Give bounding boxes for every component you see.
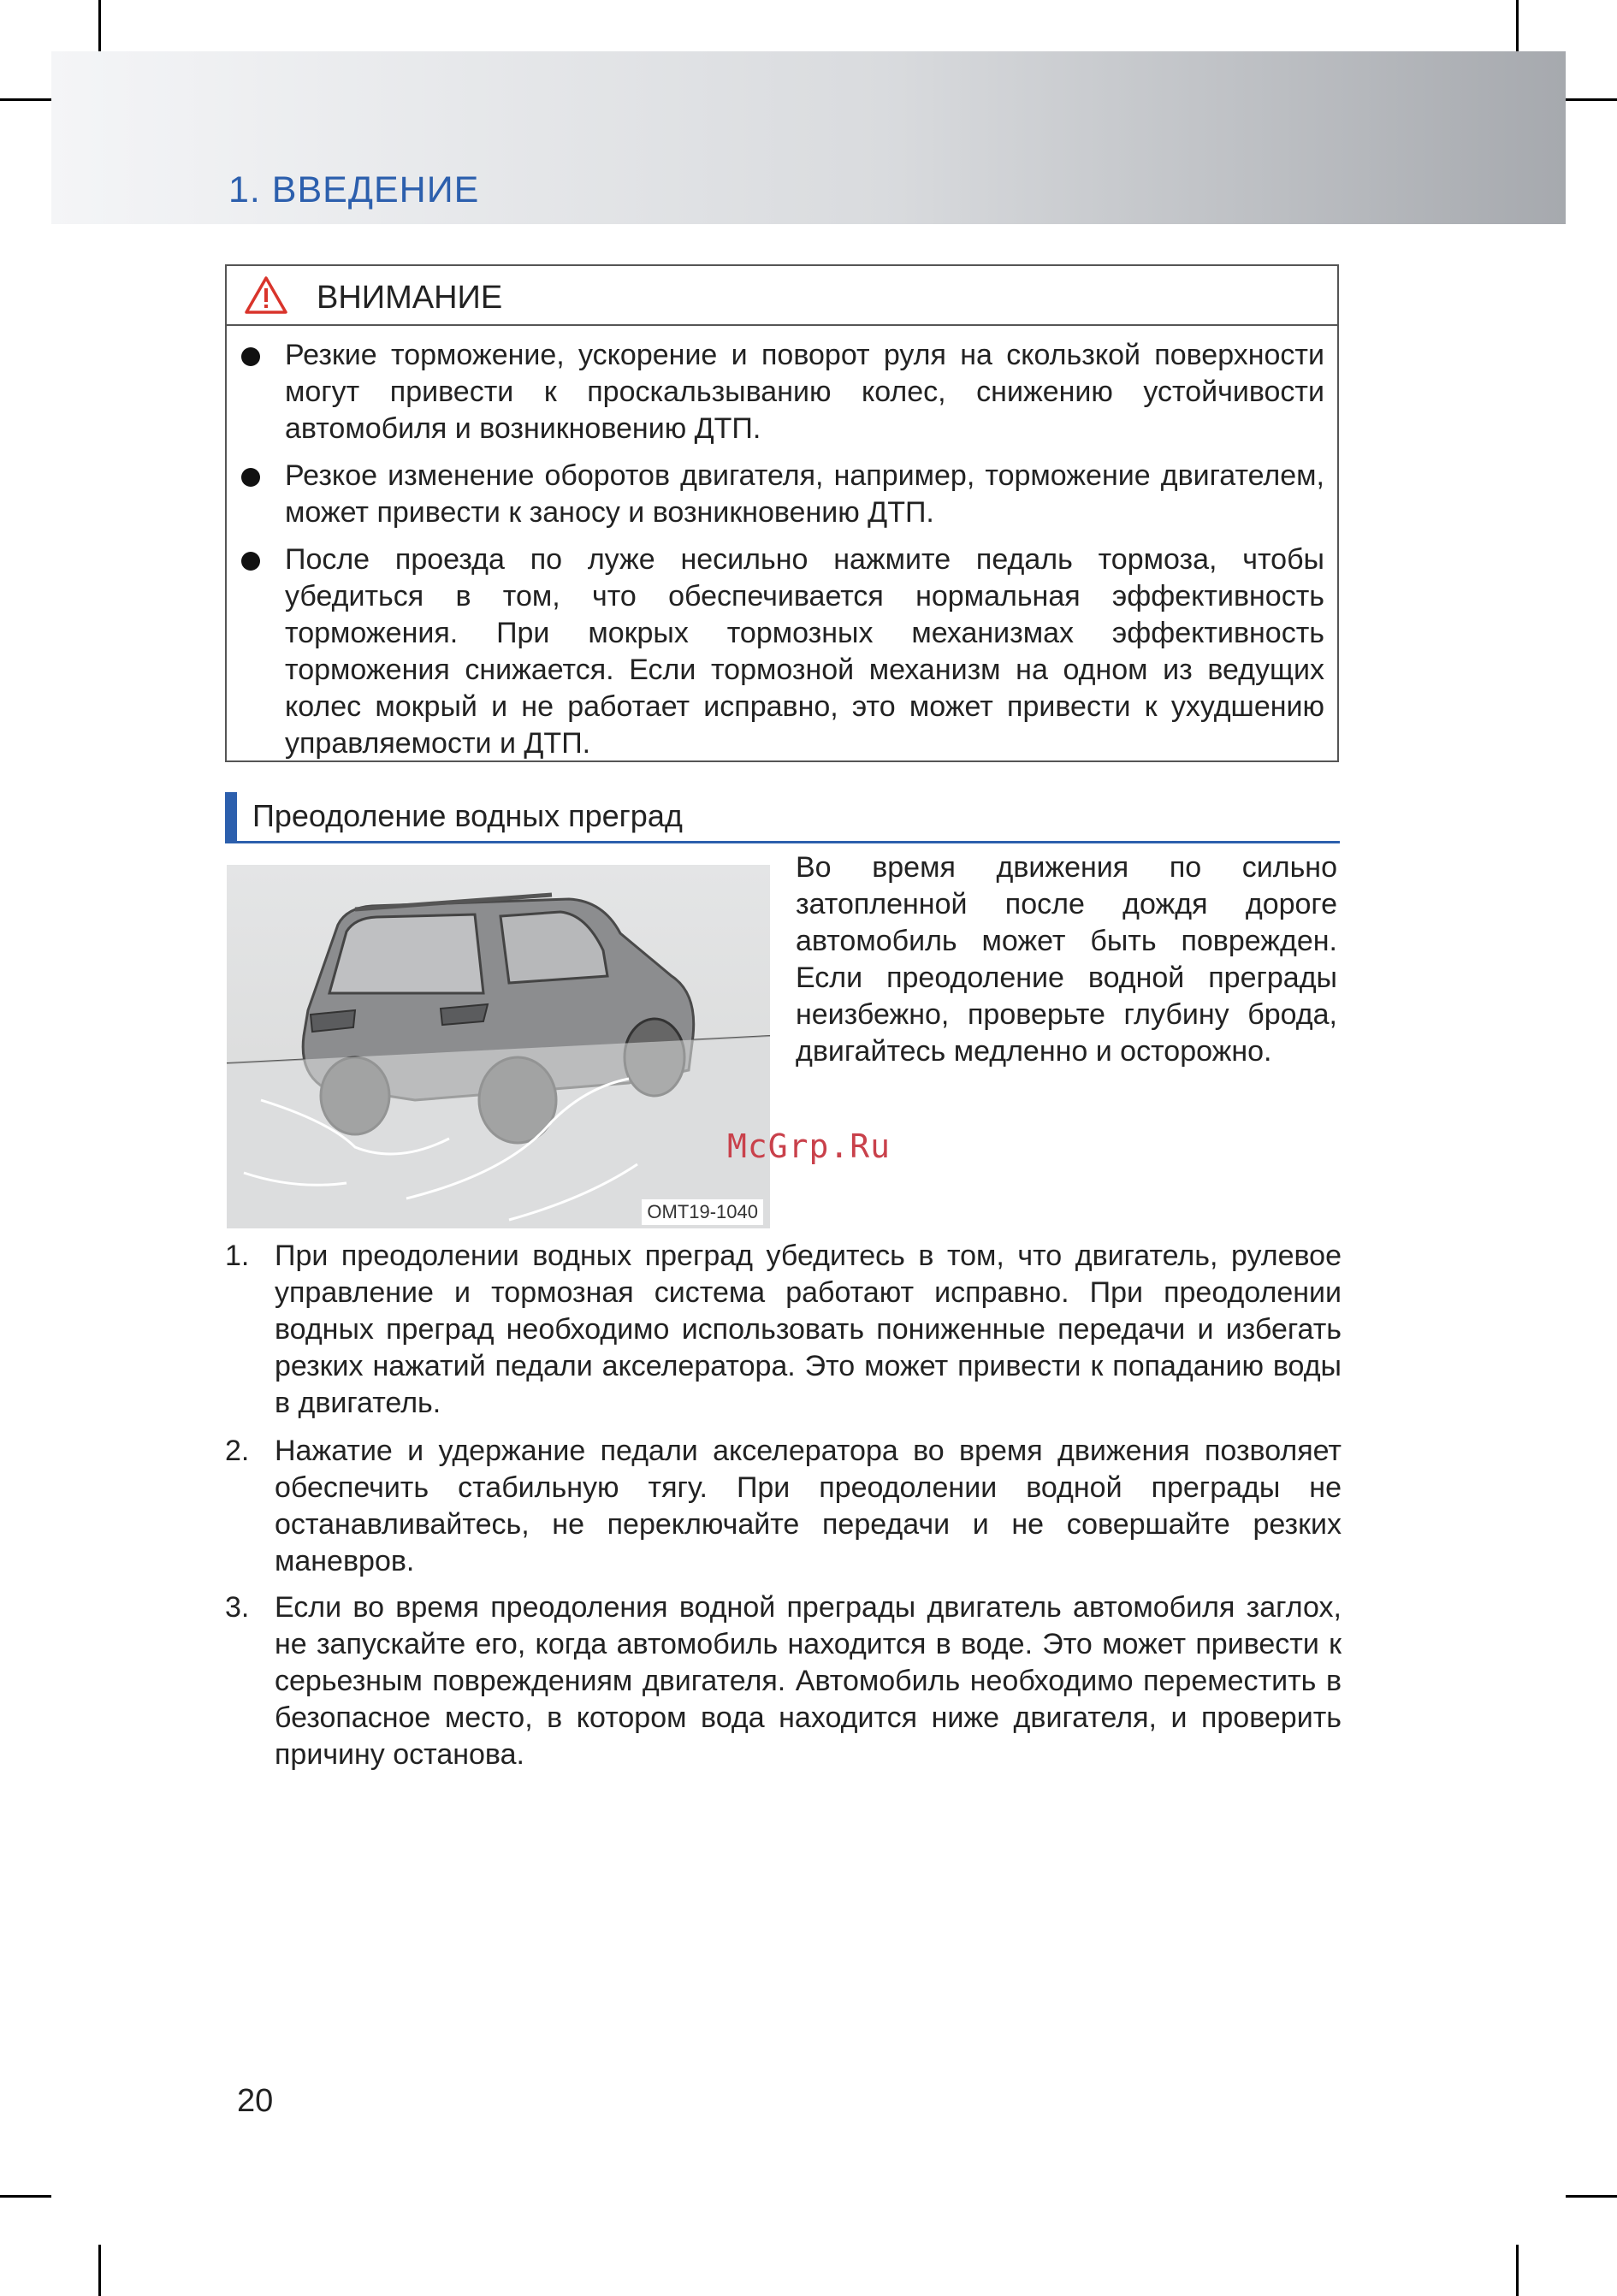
crop-mark [0,98,51,101]
intro-paragraph: Во время движения по сильно затопленной после дождя дороге автомобиль может быть поврежден. Если преодоление водной преграды неизбежно, проверьте глубину брода, двигайтесь медленно и осторожно. [796,851,1337,1068]
crop-mark [1516,2245,1519,2296]
warning-item-text: Резкие торможение, ускорение и поворот руля на скользкой поверхности могут привести к проскальзыванию колес, снижению устойчивости автомобиля и возникновению ДТП. [285,339,1324,445]
warning-item-text: Резкое изменение оборотов двигателя, например, торможение двигателем, может привести к заносу и возникновению ДТП. [285,459,1324,529]
car-crossing-water-image [227,865,770,1228]
warning-triangle-icon [244,275,288,315]
list-item-number: 1. [225,1240,250,1272]
list-item-text: При преодолении водных преград убедитесь в том, что двигатель, рулевое управление и тормозная система работают исправно. При преодолении водных преград необходимо использовать пониженные передачи и избегать резких нажатий педали акселератора. Это может привести к попаданию воды в двигатель. [275,1240,1342,1419]
warning-header [227,266,1337,326]
figure-caption: OMT19-1040 [642,1199,763,1225]
list-item-text: Нажатие и удержание педали акселератора во время движения позволяет обеспечить стабильную тягу. При преодолении водной преграды не останавливайтесь, не переключайте передачи и не совершайте резких маневров. [275,1435,1342,1577]
list-item-number: 3. [225,1591,250,1624]
bullet-icon [241,347,260,366]
list-item-number: 2. [225,1435,250,1467]
crop-mark [0,2195,51,2198]
watermark: McGrp.Ru [727,1127,891,1165]
car-in-water-illustration [227,865,770,1228]
page-number: 20 [237,2083,274,2119]
heading-underline [225,841,1340,843]
heading-accent-bar [225,792,237,843]
warning-item-text: После проезда по луже несильно нажмите педаль тормоза, чтобы убедиться в том, что обеспечивается нормальная эффективность торможения. При мокрых тормозных механизмах эффективность торможения снижается. Если тормозной механизм на одном из ведущих колес мокрый и не работает исправно, это может привести к ухудшению управляемости и ДТП. [285,543,1324,760]
crop-mark [98,2245,101,2296]
list-item-text: Если во время преодоления водной преграды двигатель автомобиля заглох, не запускайте его, когда автомобиль находится в воде. Это может привести к серьезным повреждениям двигателя. Автомобиль необходимо переместить в безопасное место, в котором вода находится ниже двигателя, и проверить причину останова. [275,1591,1342,1771]
crop-mark [1566,2195,1617,2198]
warning-box [225,264,1339,762]
crop-mark [98,0,101,51]
subsection-title: Преодоление водных преград [252,798,683,833]
crop-mark [1566,98,1617,101]
subsection-heading [225,792,1340,843]
warning-title: ВНИМАНИЕ [317,280,503,316]
bullet-icon [241,552,260,571]
chapter-title: 1. ВВЕДЕНИЕ [228,169,480,210]
crop-mark [1516,0,1519,51]
bullet-icon [241,468,260,487]
